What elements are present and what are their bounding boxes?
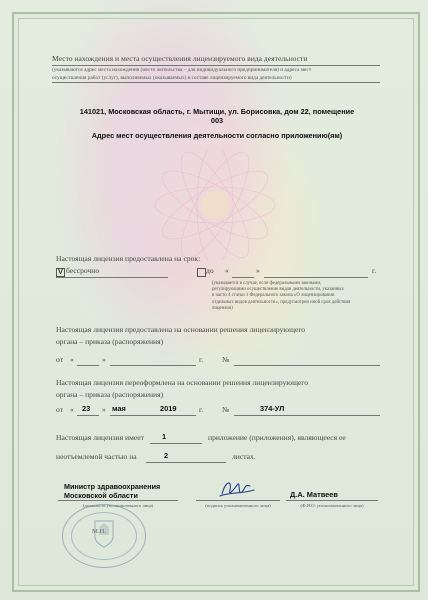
heading-rule	[52, 65, 380, 66]
addresses-note: Адрес мест осуществления деятельности согласно приложению(ям)	[91, 131, 343, 140]
basis-from-label: от	[56, 355, 64, 364]
reissue-day-rule	[77, 415, 99, 416]
indefinite-rule	[56, 277, 168, 278]
term-note	[212, 281, 382, 312]
address-line-2: 003	[210, 116, 224, 125]
note-rule	[52, 82, 380, 83]
indefinite-checkbox[interactable]	[56, 268, 65, 277]
basis-line-1: Настоящая лицензия предоставлена на основании решения лицензирующего	[56, 325, 306, 334]
checkmark: V	[57, 267, 64, 276]
basis-date-rule	[110, 365, 196, 366]
until-quote-close: »	[256, 266, 260, 275]
reissue-number: 374-УЛ	[260, 404, 285, 413]
reissue-line-1: Настоящая лицензия переоформлена на основании решения лицензирующего	[56, 378, 309, 387]
until-quote-open: «	[225, 266, 229, 275]
annex-line-1-end: приложение (приложения), являющееся ее	[208, 433, 346, 442]
name-rule	[286, 500, 378, 501]
signer-position-2: Московской области	[64, 491, 138, 500]
reissue-line-2: органа – приказа (распоряжения)	[56, 390, 164, 399]
name-note: (Ф.И.О. уполномоченного лица)	[300, 503, 364, 508]
basis-year-suffix: г.	[199, 355, 204, 364]
address-line-1: 141021, Московская область, г. Мытищи, ул. Борисовка, дом 22, помещение	[79, 107, 355, 116]
annex-line-1-start: Настоящая лицензия имеет	[56, 433, 144, 442]
activity-place-note-1: (указываются адрес места нахождения (место жительства – для индивидуального предпринимателя) и адреса мест	[52, 67, 312, 73]
basis-day-rule	[77, 365, 99, 366]
term-label: Настоящая лицензия предоставлена на срок:	[56, 254, 201, 263]
annex-sheets: 2	[164, 451, 169, 460]
reissue-number-rule	[234, 415, 380, 416]
activity-place-heading: Место нахождения и места осуществления лицензируемого вида деятельности	[52, 54, 308, 63]
position-note: (должность уполномоченного лица)	[82, 503, 154, 508]
reissue-quote-close: »	[102, 405, 106, 414]
until-year-suffix: г.	[372, 266, 377, 275]
sign-note: (подпись уполномоченного лица)	[205, 503, 271, 508]
reissue-number-label: №	[222, 405, 230, 414]
until-day-rule	[232, 277, 254, 278]
annex-count: 1	[162, 432, 167, 441]
activity-place-note-2: осуществления работ (услуг), выполняемых (оказываемых) в составе лицензируемого вида деятельности)	[52, 75, 292, 81]
indefinite-label: бессрочно	[66, 266, 100, 275]
reissue-month: мая	[112, 404, 126, 413]
annex-line-2-start: неотъемлемой частью на	[56, 452, 137, 461]
annex-line-2-end: листах.	[232, 452, 256, 461]
basis-number-rule	[234, 365, 380, 366]
until-label: до	[206, 266, 214, 275]
annex-sheets-rule	[146, 462, 226, 463]
seal-label: М.П.	[92, 528, 106, 535]
reissue-date-rule	[110, 415, 196, 416]
basis-quote-close: »	[102, 355, 106, 364]
basis-line-2: органа – приказа (распоряжения)	[56, 337, 164, 346]
guilloche-rosette	[140, 150, 290, 260]
term-note-1: (указывается в случае, если федеральными законами,	[212, 281, 322, 286]
annex-count-rule	[150, 443, 202, 444]
term-note-5: лицензии)	[212, 305, 233, 311]
reissue-year: 2019	[160, 404, 177, 413]
basis-number-label: №	[222, 355, 230, 364]
signature-icon	[216, 476, 256, 502]
signer-position-1: Министр здравоохранения	[64, 482, 161, 491]
signer-name: Д.А. Матвеев	[290, 490, 338, 499]
term-note-4: отдельных видов деятельности», предусмотрен иной срок действия	[212, 299, 351, 305]
until-date-rule	[264, 277, 368, 278]
reissue-day: 23	[82, 404, 91, 413]
term-note-3: в части 4 статьи 1 Федерального закона «О лицензировании	[212, 293, 335, 299]
basis-quote-open: «	[70, 355, 74, 364]
reissue-quote-open: «	[70, 405, 74, 414]
term-note-2: регулирующими осуществление видов деятельности, указанных	[212, 287, 344, 293]
reissue-year-suffix: г.	[199, 405, 204, 414]
until-checkbox[interactable]	[197, 268, 206, 277]
reissue-from-label: от	[56, 405, 64, 414]
position-rule	[58, 500, 178, 501]
sign-rule	[196, 500, 280, 501]
